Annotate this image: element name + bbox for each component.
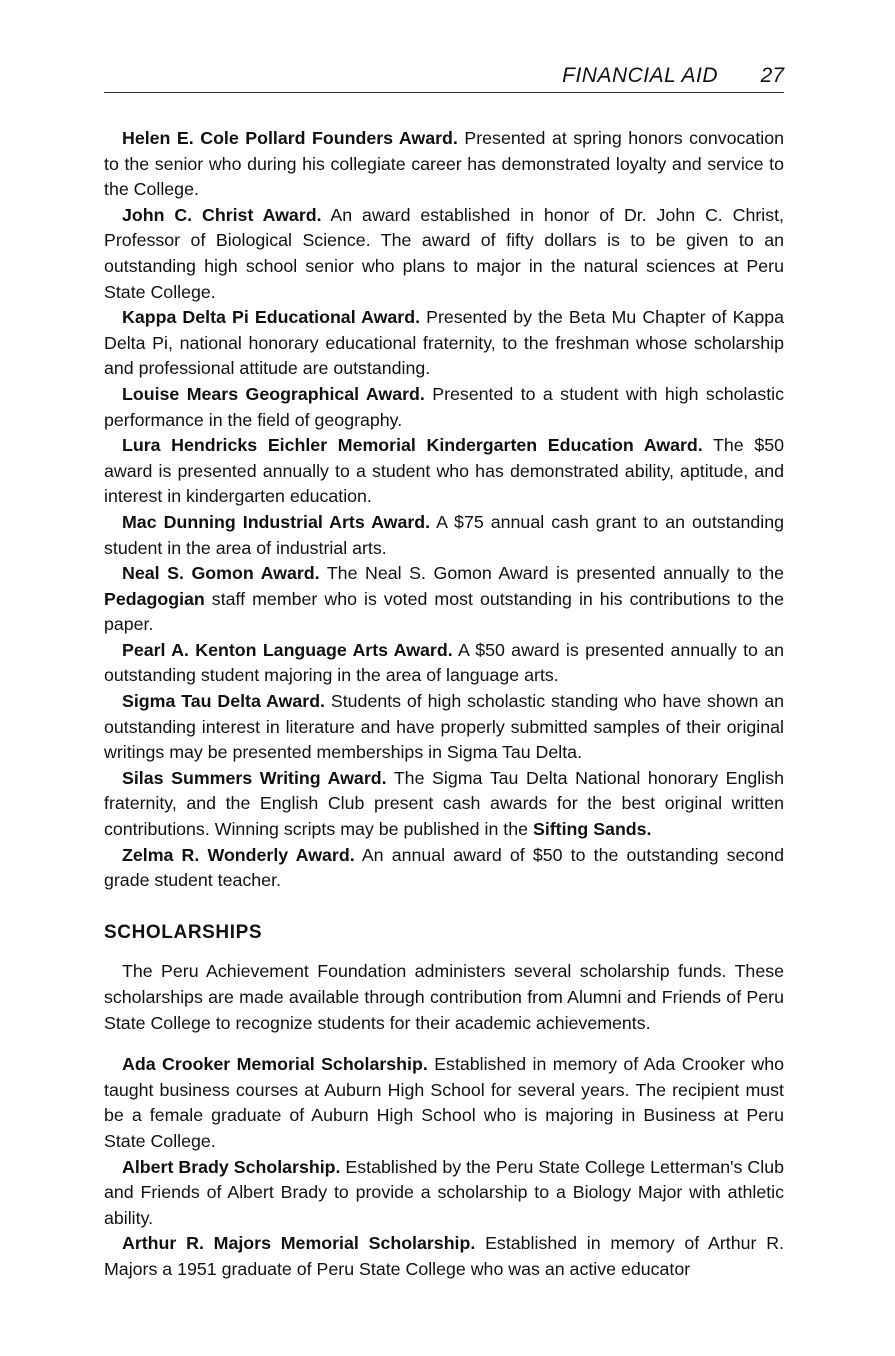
award-name: Silas Summers Writing Award. [122, 767, 387, 788]
award-entry [104, 843, 784, 894]
award-description: An award established in honor of Dr. John C. Christ, Professor of Biological Science. The award of fifty dollars is to be given to an outstanding high school senior who plans to major in the natural sciences at Peru State College. [104, 204, 784, 302]
award-description: Students of high scholastic standing who have shown an outstanding interest in literature and have properly submitted samples of their original writings may be presented memberships in Sigma Tau Delta. [104, 691, 785, 763]
scholarship-entry [104, 1231, 784, 1282]
award-name: Mac Dunning Industrial Arts Award. [122, 511, 431, 532]
award-description: The Neal S. Gomon Award is presented annually to the [319, 563, 784, 584]
award-description: The $50 award is presented annually to a student who has demonstrated ability, aptitude, and interest in kindergarten education. [104, 435, 784, 507]
scholarship-entry [104, 1155, 784, 1232]
publication-name: Pedagogian [104, 588, 205, 609]
award-entry [104, 433, 784, 510]
page-header [104, 64, 784, 93]
award-entry [104, 203, 784, 305]
scholarship-name: Albert Brady Scholarship. [122, 1156, 341, 1177]
award-name: Sigma Tau Delta Award. [122, 691, 326, 712]
scholarship-description: Established in memory of Arthur R. Majors a 1951 graduate of Peru State College who was an active educator [104, 1233, 784, 1279]
award-name: Pearl A. Kenton Language Arts Award. [122, 639, 453, 660]
section-title: FINANCIAL AID [562, 64, 718, 87]
award-description: An annual award of $50 to the outstanding second grade student teacher. [104, 844, 784, 891]
award-name: Louise Mears Geographical Award. [122, 383, 425, 404]
publication-name: Sifting Sands. [532, 819, 652, 840]
award-name: Lura Hendricks Eichler Memorial Kindergarten Education Award. [122, 435, 703, 456]
award-name: Helen E. Cole Pollard Founders Award. [122, 128, 458, 148]
scholarship-description: Established in memory of Ada Crooker who taught business courses at Auburn High School for several years. The recipient must be a female graduate of Auburn High School who is majoring in Business at Peru State College. [104, 1054, 784, 1151]
award-description: Presented at spring honors convocation to the senior who during his collegiate career has demonstrated loyalty and service to the College. [104, 128, 784, 200]
award-entry [104, 638, 784, 689]
page-content [104, 126, 784, 1283]
award-description: A $75 annual cash grant to an outstanding student in the area of industrial arts. [104, 511, 784, 558]
award-entry [104, 126, 784, 203]
award-entry [104, 510, 784, 561]
award-description: The Sigma Tau Delta National honorary English fraternity, and the English Club present cash awards for the best original written contributions. Winning scripts may be published in the [104, 767, 784, 840]
award-entry [104, 689, 784, 766]
award-name: Kappa Delta Pi Educational Award. [122, 307, 421, 328]
scholarships-intro: The Peru Achievement Foundation administers several scholarship funds. These scholarships are made available through contribution from Alumni and Friends of Peru State College to recognize students for their academic achievements. [104, 961, 784, 1033]
award-name: John C. Christ Award. [122, 204, 322, 225]
award-entry [104, 561, 784, 638]
scholarship-description: Established by the Peru State College Letterman's Club and Friends of Albert Brady to provide a scholarship to a Biology Major with athletic ability. [104, 1156, 784, 1228]
scholarship-name: Arthur R. Majors Memorial Scholarship. [122, 1233, 476, 1254]
page-number: 27 [760, 64, 784, 87]
award-name: Neal S. Gomon Award. [122, 563, 320, 584]
scholarship-name: Ada Crooker Memorial Scholarship. [122, 1054, 428, 1075]
award-description: Presented to a student with high scholastic performance in the field of geography. [104, 383, 784, 430]
award-description: Presented by the Beta Mu Chapter of Kappa Delta Pi, national honorary educational fraternity, to the freshman whose scholarship and professional attitude are outstanding. [104, 307, 784, 379]
award-description-cont: staff member who is voted most outstanding in his contributions to the paper. [104, 588, 784, 635]
scholarships-heading: SCHOLARSHIPS [104, 921, 263, 943]
award-entry [104, 305, 784, 382]
award-description: A $50 award is presented annually to an outstanding student majoring in the area of language arts. [104, 639, 784, 686]
award-entry [104, 766, 784, 843]
scholarship-entry [104, 1052, 784, 1154]
award-name: Zelma R. Wonderly Award. [122, 844, 355, 865]
award-entry [104, 382, 784, 433]
